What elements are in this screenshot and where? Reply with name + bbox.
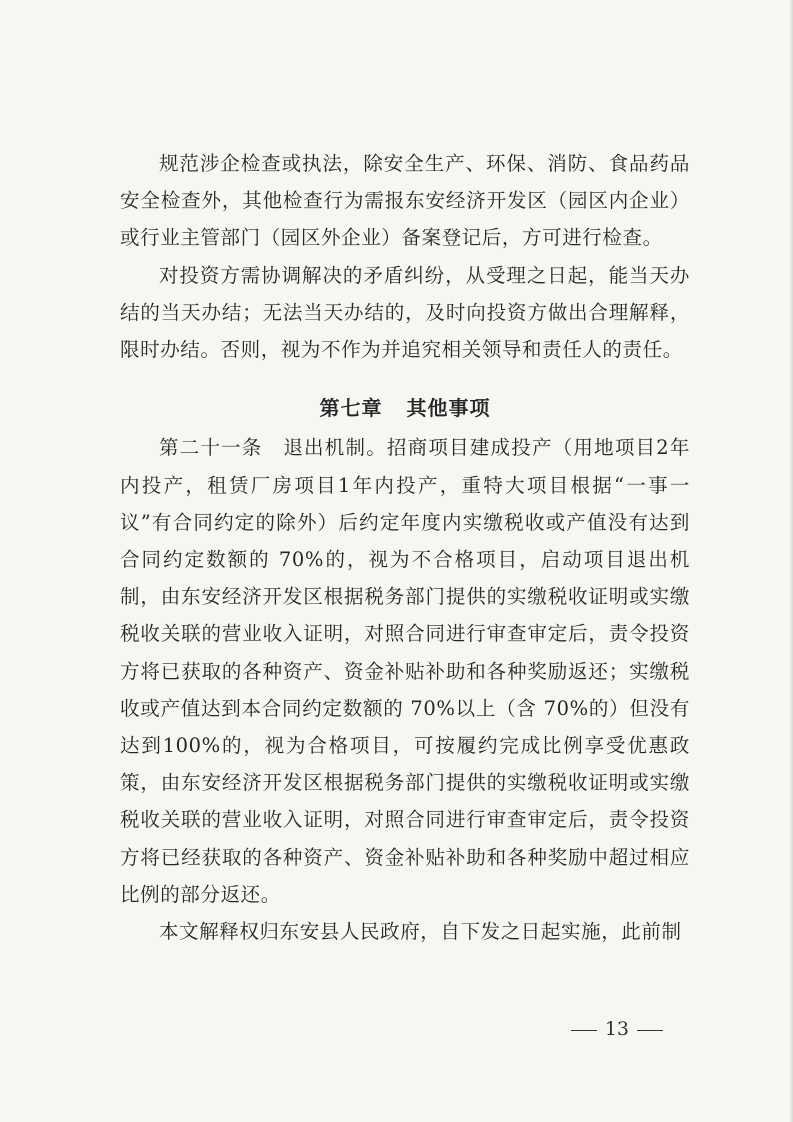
page-edge-shadow xyxy=(789,0,793,1122)
chapter-number: 第七章 xyxy=(319,396,383,421)
page-footer xyxy=(563,1017,671,1041)
article-exit-mechanism: 第二十一条 退出机制。招商项目建成投产（用地项目2年内投产，租赁厂房项目1年内投产，重特大项目根据“一事一议”有合同约定的除外）后约定年度内实缴税收或产值没有达到合同约定数额的 70%的，视为不合格项目，启动项目退出机制，由东安经济开发区根据税务部门提供的实缴税收证明或实缴税收关联的营业收入证明，对照合同进行审查审定后，责令投资方将已获取的各种资产、资金补贴补助和各种奖励返还；实缴税收或产值达到本合同约定数额的 70%以上（含 70%的）但没有达到100%的，视为合格项目，可按履约完成比例享受优惠政策，由东安经济开发区根据税务部门提供的实缴税收证明或实缴税收关联的营业收入证明，对照合同进行审查审定后，责令投资方将已经获取的各种资产、资金补贴补助和各种奖励中超过相应比例的部分返还。 xyxy=(120,436,690,906)
dash-left xyxy=(571,1030,597,1031)
paragraph-closing: 本文解释权归东安县人民政府，自下发之日起实施，此前制 xyxy=(159,920,682,944)
chapter-heading xyxy=(120,390,690,427)
paragraph-dispute: 对投资方需协调解决的矛盾纠纷，从受理之日起，能当天办结的当天办结；无法当天办结的，及时向投资方做出合理解释，限时办结。否则，视为不作为并追究相关领导和责任人的责任。 xyxy=(120,263,690,362)
chapter-title: 其他事项 xyxy=(406,396,491,421)
page-number: 13 xyxy=(604,1018,629,1040)
document-body xyxy=(120,145,690,950)
dash-right xyxy=(637,1030,663,1031)
paragraph-inspection: 规范涉企检查或执法，除安全生产、环保、消防、食品药品安全检查外，其他检查行为需报东安经济开发区（园区内企业）或行业主管部门（园区外企业）备案登记后，方可进行检查。 xyxy=(120,152,690,250)
